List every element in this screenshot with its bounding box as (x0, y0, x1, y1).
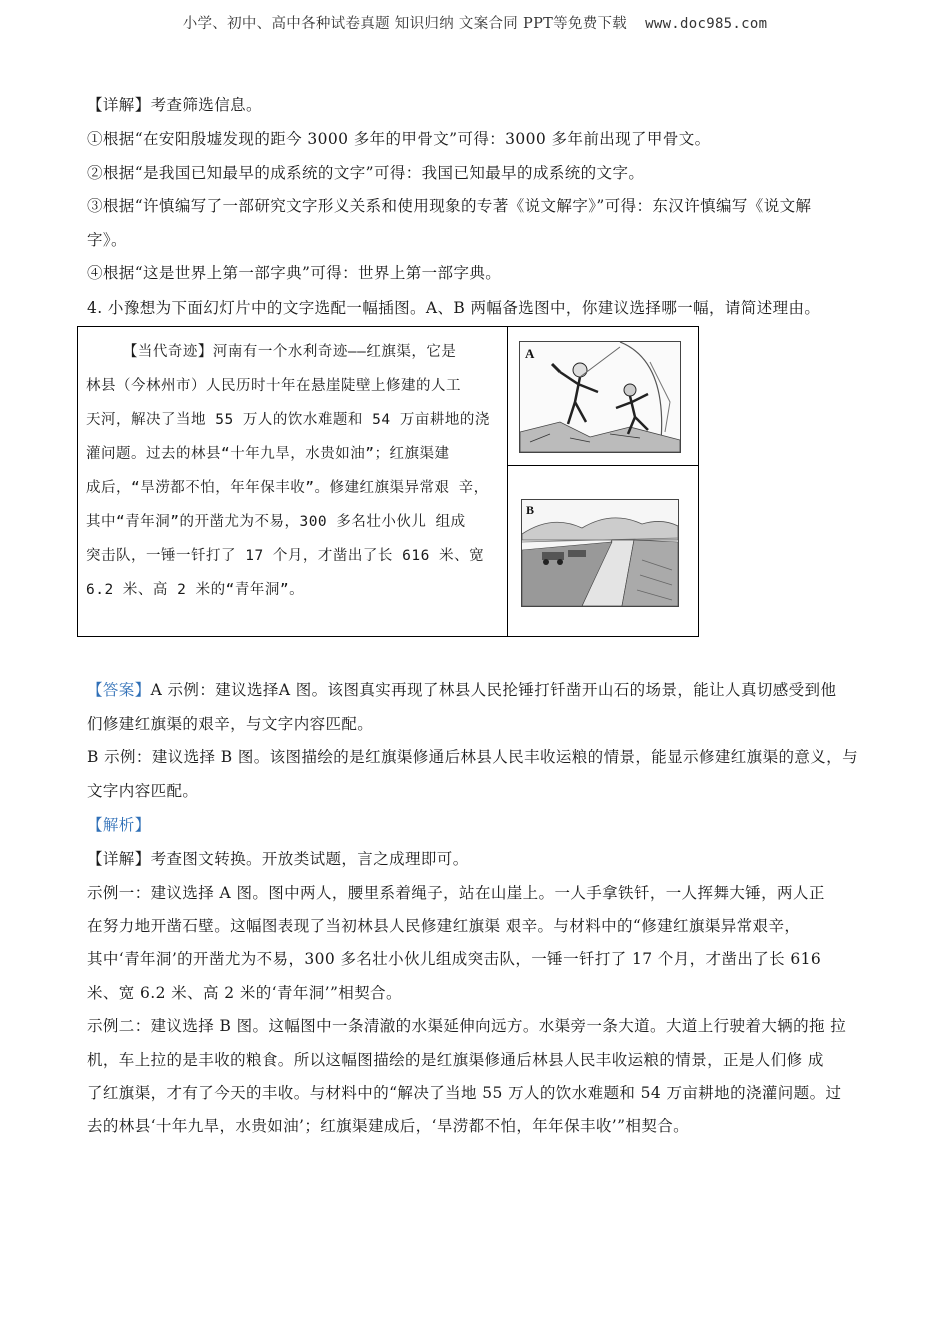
page-header (0, 12, 950, 33)
passage-line: 成后，“旱涝都不怕，年年保丰收”。修建红旗渠异常艰 辛， (86, 480, 489, 496)
analysis-line: 机，车上拉的是丰收的粮食。所以这幅图描绘的是红旗渠修通后林县人民丰收运粮的情景，正是人们修 成 (87, 1051, 824, 1069)
cliff-workers-illustration (520, 342, 680, 452)
detail-label: 【详解】考查筛选信息。 (87, 96, 262, 114)
canal-harvest-illustration (522, 500, 678, 606)
analysis-line: 其中‘青年洞’的开凿尤为不易，300 多名壮小伙儿组成突击队，一锤一钎打了 17 个月，才凿出了长 616 (87, 950, 822, 968)
analysis-line: 示例二：建议选择 B 图。这幅图中一条清澈的水渠延伸向远方。水渠旁一条大道。大道上行驶着大辆的拖 拉 (87, 1017, 847, 1035)
point-1: ①根据“在安阳殷墟发现的距今 3000 多年的甲骨文”可得：3000 多年前出现了甲骨文。 (87, 130, 711, 148)
answer-text-1: A 示例：建议选择A 图。该图真实再现了林县人民抡锤打钎凿开山石的场景，能让人真切感受到他 (150, 681, 837, 699)
column-divider (507, 327, 508, 636)
passage-line: 灌问题。过去的林县“十年九旱，水贵如油”；红旗渠建 (86, 446, 450, 462)
answer-tag: 【答案】 (87, 681, 151, 699)
analysis-line: 在努力地开凿石壁。这幅图表现了当初林县人民修建红旗渠 艰辛。与材料中的“修建红旗渠异常艰辛， (87, 917, 801, 935)
illustration-a (519, 341, 681, 453)
header-text: 小学、初中、高中各种试卷真题 知识归纳 文案合同 PPT等免费下载 (182, 16, 628, 32)
analysis-line: 去的林县‘十年九旱，水贵如油’；红旗渠建成后，‘旱涝都不怕，年年保丰收’”相契合。 (87, 1117, 690, 1135)
slide-box (77, 326, 699, 637)
answer-line-3: B 示例：建议选择 B 图。该图描绘的是红旗渠修通后林县人民丰收运粮的情景，能显示修建红旗渠的意义，与 (87, 748, 858, 766)
passage-line: 林县（今林州市）人民历时十年在悬崖陡壁上修建的人工 (86, 378, 461, 394)
analysis-line: 了红旗渠，才有了今天的丰收。与材料中的“解决了当地 55 万人的饮水难题和 54 万亩耕地的浇灌问题。过 (87, 1084, 842, 1102)
point-4: ④根据“这是世界上第一部字典”可得：世界上第一部字典。 (87, 264, 502, 282)
passage-line: 其中“青年洞”的开凿尤为不易，300 多名壮小伙儿 组成 (86, 514, 466, 530)
answer-line-4: 文字内容匹配。 (87, 782, 199, 800)
passage-line: 天河，解决了当地 55 万人的饮水难题和 54 万亩耕地的浇 (86, 412, 490, 428)
analysis-line: 示例一：建议选择 A 图。图中两人，腰里系着绳子，站在山崖上。一人手拿铁钎，一人挥舞大锤，两人正 (87, 884, 825, 902)
image-b-label: B (526, 503, 535, 517)
analysis-tag: 【解析】 (87, 816, 151, 834)
image-divider (507, 465, 698, 466)
passage-line: 突击队，一锤一钎打了 17 个月，才凿出了长 616 米、宽 (86, 548, 485, 564)
point-3b: 字》。 (87, 231, 127, 249)
image-a-label: A (525, 346, 535, 361)
header-site[interactable]: www.doc985.com (645, 16, 768, 32)
passage-line: 【当代奇迹】河南有一个水利奇迹——红旗渠，它是 (86, 344, 457, 360)
passage-line: 6.2 米、高 2 米的“青年洞”。 (86, 582, 305, 598)
analysis-line: 米、宽 6.2 米、高 2 米的‘青年洞’”相契合。 (87, 984, 402, 1002)
point-2: ②根据“是我国已知最早的成系统的文字”可得：我国已知最早的成系统的文字。 (87, 164, 645, 182)
slide-passage (86, 335, 506, 607)
illustration-b (521, 499, 679, 607)
point-3a: ③根据“许慎编写了一部研究文字形义关系和使用现象的专著《说文解字》”可得：东汉许慎编写《说文解 (87, 197, 812, 215)
answer-line-1 (87, 680, 836, 700)
answer-line-2: 们修建红旗渠的艰辛，与文字内容匹配。 (87, 715, 374, 733)
question-4-stem: 4. 小豫想为下面幻灯片中的文字选配一幅插图。A、B 两幅备选图中，你建议选择哪一幅，请简述理由。 (87, 299, 821, 317)
analysis-detail: 【详解】考查图文转换。开放类试题，言之成理即可。 (87, 850, 469, 868)
